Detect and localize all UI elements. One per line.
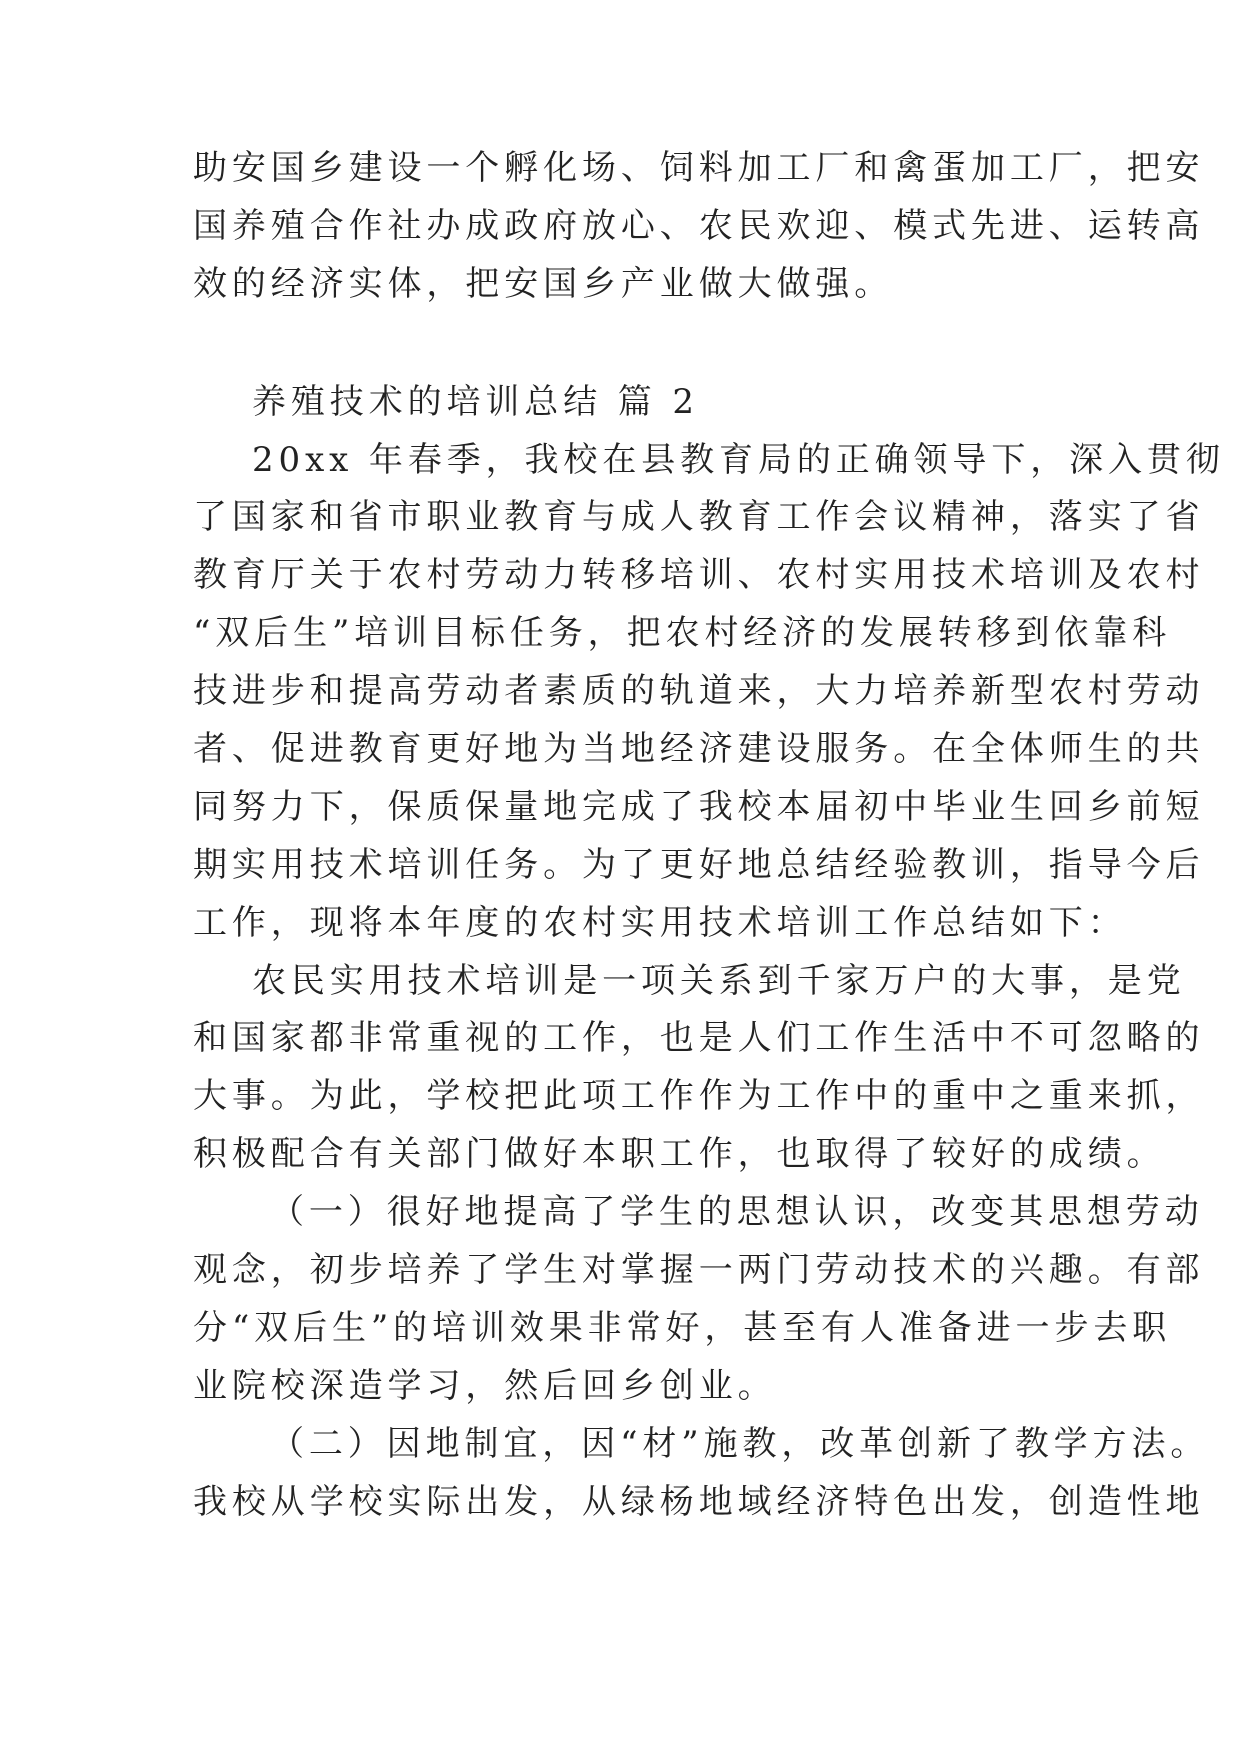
- text-line: 技进步和提高劳动者素质的轨道来，大力培养新型农村劳动: [193, 671, 1205, 712]
- paragraph-point-1: [193, 1184, 1205, 1416]
- text-line: 业院校深造学习，然后回乡创业。: [193, 1365, 777, 1406]
- text-line: 教育厅关于农村劳动力转移培训、农村实用技术培训及农村: [193, 555, 1205, 596]
- text-line: 大事。为此，学校把此项工作作为工作中的重中之重来抓，: [193, 1076, 1205, 1117]
- paragraph-point-2: [193, 1416, 1210, 1532]
- section-heading: 养殖技术的培训总结 篇 2: [252, 381, 699, 422]
- document-body: [193, 140, 1225, 1531]
- text-line: （一）很好地提高了学生的思想认识，改变其思想劳动: [270, 1192, 1204, 1233]
- text-line: 了国家和省市职业教育与成人教育工作会议精神，落实了省: [193, 497, 1205, 538]
- paragraph-intro: [193, 432, 1225, 953]
- text-line: 国养殖合作社办成政府放心、农民欢迎、模式先进、运转高: [193, 205, 1205, 246]
- text-line: 期实用技术培训任务。为了更好地总结经验教训，指导今后: [193, 844, 1205, 885]
- text-line: 同努力下，保质保量地完成了我校本届初中毕业生回乡前短: [193, 786, 1205, 827]
- text-line: 效的经济实体，把安国乡产业做大做强。: [193, 263, 894, 304]
- text-line: 20xx 年春季，我校在县教育局的正确领导下，深入贯彻: [252, 439, 1225, 480]
- text-line: 农民实用技术培训是一项关系到千家万户的大事，是党: [252, 960, 1186, 1001]
- text-line: 和国家都非常重视的工作，也是人们工作生活中不可忽略的: [193, 1018, 1205, 1059]
- text-line: 积极配合有关部门做好本职工作，也取得了较好的成绩。: [193, 1134, 1166, 1175]
- paragraph-training: [193, 953, 1205, 1185]
- text-line: “双后生”培训目标任务，把农村经济的发展转移到依靠科: [193, 613, 1172, 654]
- text-line: 我校从学校实际出发，从绿杨地域经济特色出发，创造性地: [193, 1481, 1205, 1522]
- text-line: 观念，初步培养了学生对掌握一两门劳动技术的兴趣。有部: [193, 1250, 1205, 1291]
- paragraph-continuation: [193, 140, 1205, 314]
- text-line: 者、促进教育更好地为当地经济建设服务。在全体师生的共: [193, 729, 1205, 770]
- text-line: （二）因地制宜，因“材”施教，改革创新了教学方法。: [270, 1423, 1210, 1464]
- text-line: 分“双后生”的培训效果非常好，甚至有人准备进一步去职: [193, 1307, 1172, 1348]
- text-line: 助安国乡建设一个孵化场、饲料加工厂和禽蛋加工厂，把安: [193, 148, 1205, 188]
- text-line: 工作，现将本年度的农村实用技术培训工作总结如下：: [193, 902, 1127, 943]
